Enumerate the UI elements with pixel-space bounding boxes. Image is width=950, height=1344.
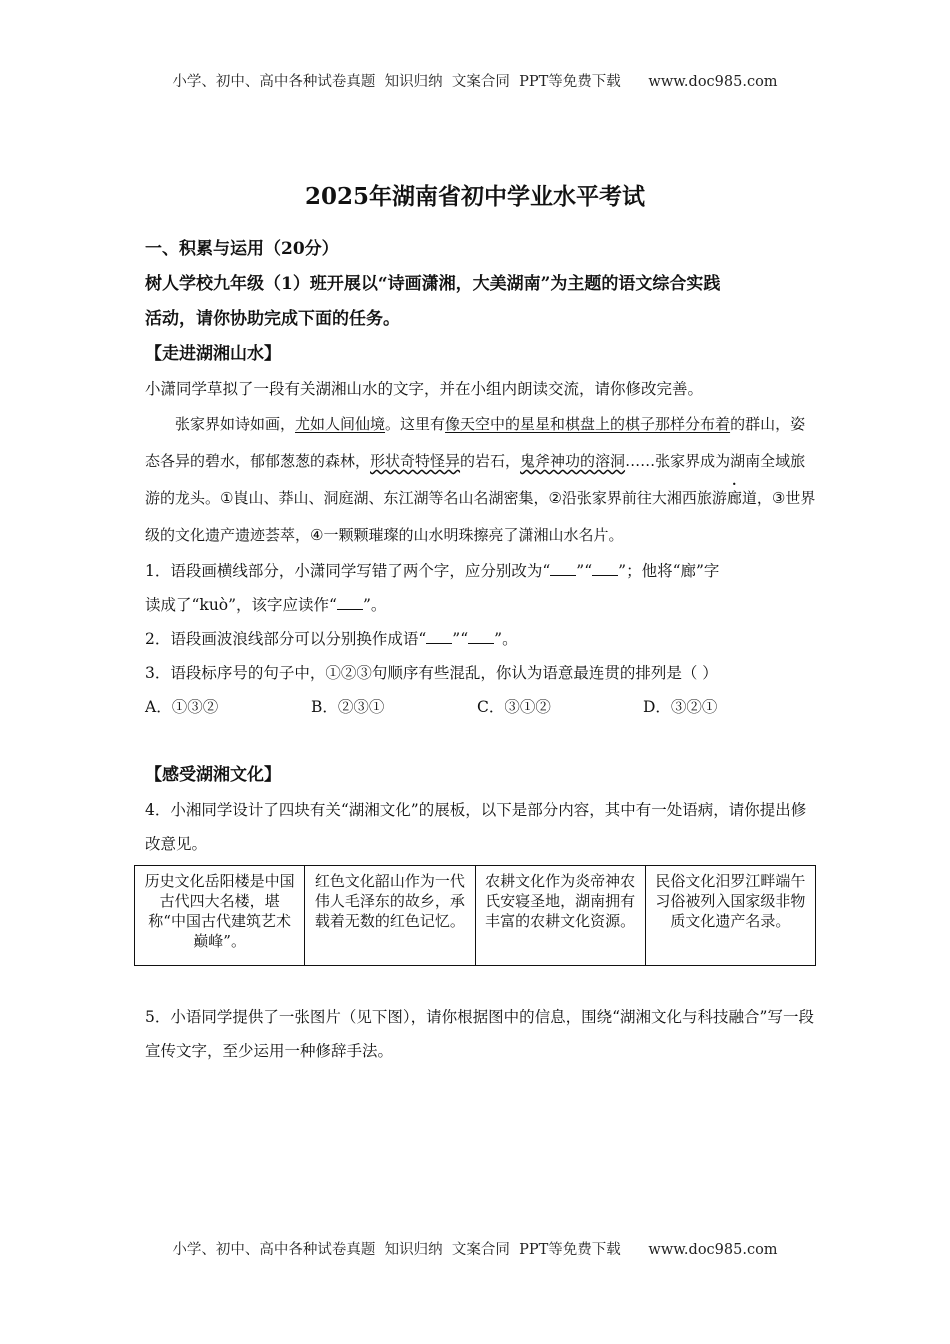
underlined-phrase: 像天空中的星星和棋盘上的棋子那样分布着 [445,415,731,433]
exam-title: 2025年湖南省初中学业水平考试 [304,183,645,210]
question-5: 5．小语同学提供了一张图片（见下图），请你根据图中的信息，围绕“湖湘文化与科技融合”写一段宣传文字，至少运用一种修辞手法。 [145,1008,814,1060]
question-4: 4．小湘同学设计了四块有关“湖湘文化”的展板，以下是部分内容，其中有一处语病，请你提出修改意见。 [145,801,807,853]
page-footer: 小学、初中、高中各种试卷真题 知识归纳 文案合同 PPT等免费下载 www.doc985.com [172,1242,778,1258]
question-text: 1．语段画横线部分，小潇同学写错了两个字，应分别改为“ [145,562,551,580]
subsection-heading-2: 【感受湖湘文化】 [145,765,281,785]
question-text: 2．语段画波浪线部分可以分别换作成语“ [145,630,427,648]
question-3: 3．语段标序号的句子中，①②③句顺序有些混乱，你认为语意最连贯的排列是（ ） [145,664,718,682]
option-c[interactable]: C．③①② [477,698,551,716]
answer-blank[interactable] [337,595,363,610]
board-folk-custom: 民俗文化汨罗江畔端午习俗被列入国家级非物质文化遗产名录。 [645,866,815,966]
question-text: 读成了“kuò”，该字应读作“ [145,596,337,614]
option-b[interactable]: B．②③① [311,698,385,716]
question-1 [145,554,817,622]
wavy-underlined-phrase: 形状奇特怪异 [370,452,461,470]
passage [145,406,817,554]
question-text: ”。 [362,596,387,614]
answer-blank[interactable] [468,629,494,644]
board-red-culture: 红色文化韶山作为一代伟人毛泽东的故乡，承载着无数的红色记忆。 [305,866,475,966]
answer-blank[interactable] [550,561,576,576]
spacer [145,966,817,1000]
question-2 [145,622,817,656]
passage-text: 道，③世界级的文化遗产遗迹荟萃，④一颗颗璀璨的山水明珠擦亮了潇湘山水名片。 [145,489,816,544]
answer-blank[interactable] [426,629,452,644]
board-farming: 农耕文化作为炎帝神农氏安寝圣地，湖南拥有丰富的农耕文化资源。 [475,866,645,966]
underlined-phrase: 尤如人间仙境 [295,415,386,433]
dotted-character: 廊 [726,489,742,507]
passage-text: 张家界如诗如画， [175,415,296,433]
option-a[interactable]: A．①③② [145,698,219,716]
board-history: 历史文化岳阳楼是中国古代四大名楼，堪称“中国古代建筑艺术巅峰”。 [135,866,305,966]
exhibition-boards-table [134,865,816,966]
passage-text: 。这里有 [385,415,446,433]
page-header: 小学、初中、高中各种试卷真题 知识归纳 文案合同 PPT等免费下载 www.doc985.com [172,74,778,90]
intro-line-2: 活动，请你协助完成下面的任务。 [145,309,400,329]
subsection-description: 小潇同学草拟了一段有关湖湘山水的文字，并在小组内朗读交流，请你修改完善。 [145,380,704,398]
passage-text: 的群山，姿态各异的碧水，郁郁葱葱的森林， [145,415,806,470]
question-text: ”；他将“廊”字 [618,562,720,580]
question-text: ”。 [494,630,518,648]
passage-text: ……张家界成为湖南全域旅游的龙头。①崀山、莽山、洞庭湖、东江湖等名山名湖密集，②沿张家界前往大湘西旅游 [145,452,806,507]
wavy-underlined-phrase: 鬼斧神功的溶洞 [520,452,626,470]
passage-text: 的岩石， [460,452,521,470]
question-3-options [145,690,817,724]
exam-content [145,232,817,1068]
section-heading: 一、积累与运用（20分） [145,239,339,259]
spacer [145,724,817,758]
option-d[interactable]: D．③②① [643,698,718,716]
question-text: ”“ [576,562,593,580]
question-text: ”“ [452,630,469,648]
answer-blank[interactable] [592,561,618,576]
subsection-heading-1: 【走进湖湘山水】 [145,344,281,364]
intro-line-1: 树人学校九年级（1）班开展以“诗画潇湘，大美湖南”为主题的语文综合实践 [145,274,721,294]
